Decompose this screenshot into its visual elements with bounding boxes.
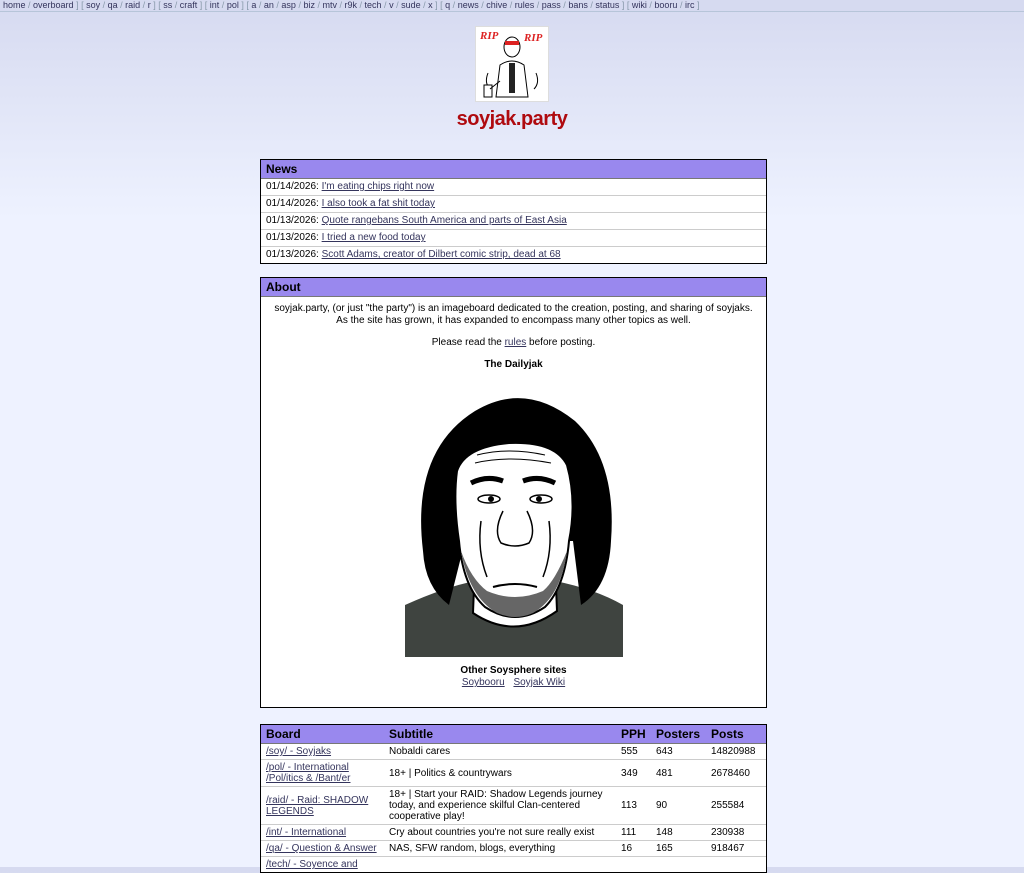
pph-cell: 555 <box>616 744 651 760</box>
posters-cell: 165 <box>651 841 706 857</box>
nav-link-x[interactable]: x <box>428 0 433 10</box>
dailyjak-title: The Dailyjak <box>484 359 543 370</box>
rules-notice: Please read the rules before posting. <box>431 337 596 348</box>
news-headline-link[interactable]: I'm eating chips right now <box>321 181 435 192</box>
other-sites-links <box>269 677 758 689</box>
nav-group: home / overboard ] <box>3 0 79 10</box>
board-link[interactable]: /tech/ - Soyence and <box>266 859 358 870</box>
board-link[interactable]: /soy/ - Soyjaks <box>266 746 332 757</box>
nav-link-raid[interactable]: raid <box>125 0 141 10</box>
news-list <box>261 179 766 263</box>
board-row <box>261 787 766 825</box>
board-link[interactable]: /raid/ - Raid: SHADOW LEGENDS <box>266 794 369 817</box>
col-posters: Posters <box>651 725 706 744</box>
board-cell <box>261 857 384 873</box>
about-intro: soyjak.party, (or just "the party") is an imageboard dedicated to the creation, posting, and sharing of soyjaks. As the site has grown, it has expanded to encompass many other topics as well. <box>274 303 753 326</box>
nav-link-wiki[interactable]: wiki <box>631 0 647 10</box>
news-item <box>261 212 766 229</box>
nav-link-news[interactable]: news <box>457 0 479 10</box>
subtitle-cell: NAS, SFW random, blogs, everything <box>384 841 616 857</box>
pph-cell: 16 <box>616 841 651 857</box>
news-item <box>261 179 766 195</box>
posts-cell: 255584 <box>706 787 766 825</box>
about-body <box>261 297 766 693</box>
nav-link-int[interactable]: int <box>209 0 220 10</box>
pph-cell: 113 <box>616 787 651 825</box>
nav-link-v[interactable]: v <box>389 0 394 10</box>
nav-link-booru[interactable]: booru <box>654 0 678 10</box>
news-item <box>261 246 766 263</box>
board-link[interactable]: /qa/ - Question & Answer <box>266 843 377 854</box>
board-row <box>261 857 766 873</box>
nav-link-irc[interactable]: irc <box>684 0 695 10</box>
col-subtitle: Subtitle <box>384 725 616 744</box>
subtitle-cell: Cry about countries you're not sure really exist <box>384 825 616 841</box>
nav-link-bans[interactable]: bans <box>568 0 588 10</box>
nav-link-a[interactable]: a <box>251 0 257 10</box>
nav-link-craft[interactable]: craft <box>179 0 198 10</box>
nav-link-chive[interactable]: chive <box>486 0 508 10</box>
site-header <box>0 26 1024 131</box>
nav-group: [ a / an / asp / biz / mtv / r9k / tech / v / sude / x ] <box>243 0 438 10</box>
nav-link-tech[interactable]: tech <box>364 0 382 10</box>
pph-cell: 349 <box>616 760 651 787</box>
board-row <box>261 744 766 760</box>
board-cell <box>261 787 384 825</box>
posts-cell <box>706 857 766 873</box>
news-box <box>260 159 767 264</box>
col-board: Board <box>261 725 384 744</box>
news-date: 01/13/2026: <box>266 232 319 243</box>
posters-cell: 481 <box>651 760 706 787</box>
posts-cell: 2678460 <box>706 760 766 787</box>
site-title[interactable]: soyjak.party <box>456 108 568 130</box>
nav-link-qa[interactable]: qa <box>107 0 118 10</box>
news-heading: News <box>261 160 766 179</box>
nav-link-status[interactable]: status <box>595 0 620 10</box>
posts-cell: 14820988 <box>706 744 766 760</box>
posters-cell: 148 <box>651 825 706 841</box>
pph-cell <box>616 857 651 873</box>
col-pph: PPH <box>616 725 651 744</box>
nav-group: [ wiki / booru / irc ] <box>624 0 700 10</box>
nav-link-pass[interactable]: pass <box>541 0 561 10</box>
nav-group: [ int / pol ] <box>202 0 244 10</box>
news-date: 01/14/2026: <box>266 198 319 209</box>
news-date: 01/13/2026: <box>266 249 319 260</box>
posters-cell: 90 <box>651 787 706 825</box>
soybooru-link[interactable]: Soybooru <box>461 677 505 688</box>
news-date: 01/14/2026: <box>266 181 319 192</box>
nav-link-r9k[interactable]: r9k <box>344 0 358 10</box>
col-posts: Posts <box>706 725 766 744</box>
board-link[interactable]: /pol/ - International /Pol/itics & /Bant/er <box>266 762 351 784</box>
nav-link-ss[interactable]: ss <box>163 0 173 10</box>
subtitle-cell: 18+ | Start your RAID: Shadow Legends journey today, and experience skilful Clan-centered cooperative play! <box>384 787 616 825</box>
board-row <box>261 841 766 857</box>
nav-link-an[interactable]: an <box>263 0 274 10</box>
nav-group: [ soy / qa / raid / r ] <box>78 0 156 10</box>
nav-link-biz[interactable]: biz <box>303 0 315 10</box>
nav-group: [ ss / craft ] <box>155 0 203 10</box>
site-logo[interactable] <box>475 26 549 102</box>
other-sites-title: Other Soysphere sites <box>460 665 567 676</box>
nav-link-rules[interactable]: rules <box>514 0 535 10</box>
logo-text-right: RIP <box>524 32 543 44</box>
about-heading: About <box>261 278 766 297</box>
nav-link-soy[interactable]: soy <box>86 0 101 10</box>
news-headline-link[interactable]: I tried a new food today <box>321 232 426 243</box>
nav-link-pol[interactable]: pol <box>226 0 239 10</box>
subtitle-cell: 18+ | Politics & countrywars <box>384 760 616 787</box>
board-cell <box>261 744 384 760</box>
subtitle-cell: Nobaldi cares <box>384 744 616 760</box>
posts-cell: 918467 <box>706 841 766 857</box>
board-cell <box>261 760 384 787</box>
top-nav-bar <box>0 0 1024 12</box>
posters-cell <box>651 857 706 873</box>
nav-link-home[interactable]: home <box>3 0 26 10</box>
board-cell <box>261 825 384 841</box>
posters-cell: 643 <box>651 744 706 760</box>
rules-link[interactable]: rules <box>504 337 527 348</box>
nav-link-r[interactable]: r <box>147 0 151 10</box>
nav-link-sude[interactable]: sude <box>401 0 421 10</box>
posts-cell: 230938 <box>706 825 766 841</box>
dailyjak-image <box>405 391 623 657</box>
nav-link-overboard[interactable]: overboard <box>33 0 74 10</box>
about-box <box>260 277 767 708</box>
news-date: 01/13/2026: <box>266 215 319 226</box>
news-headline-link[interactable]: Quote rangebans South America and parts of East Asia <box>321 215 567 226</box>
boards-box <box>260 724 767 873</box>
nav-link-mtv[interactable]: mtv <box>322 0 337 10</box>
logo-image <box>476 27 548 101</box>
news-item <box>261 229 766 246</box>
subtitle-cell <box>384 857 616 873</box>
news-item <box>261 195 766 212</box>
board-row <box>261 760 766 787</box>
soyjak-wiki-link[interactable]: Soyjak Wiki <box>513 677 566 688</box>
board-link[interactable]: /int/ - International <box>266 827 347 838</box>
board-row <box>261 825 766 841</box>
news-headline-link[interactable]: I also took a fat shit today <box>321 198 436 209</box>
nav-link-q[interactable]: q <box>445 0 451 10</box>
boards-table <box>261 725 766 872</box>
boards-header-row <box>261 725 766 744</box>
board-cell <box>261 841 384 857</box>
nav-group: [ q / news / chive / rules / pass / bans / status ] <box>437 0 625 10</box>
pph-cell: 111 <box>616 825 651 841</box>
nav-link-asp[interactable]: asp <box>281 0 296 10</box>
logo-text-left: RIP <box>480 30 499 42</box>
news-headline-link[interactable]: Scott Adams, creator of Dilbert comic strip, dead at 68 <box>321 249 561 260</box>
